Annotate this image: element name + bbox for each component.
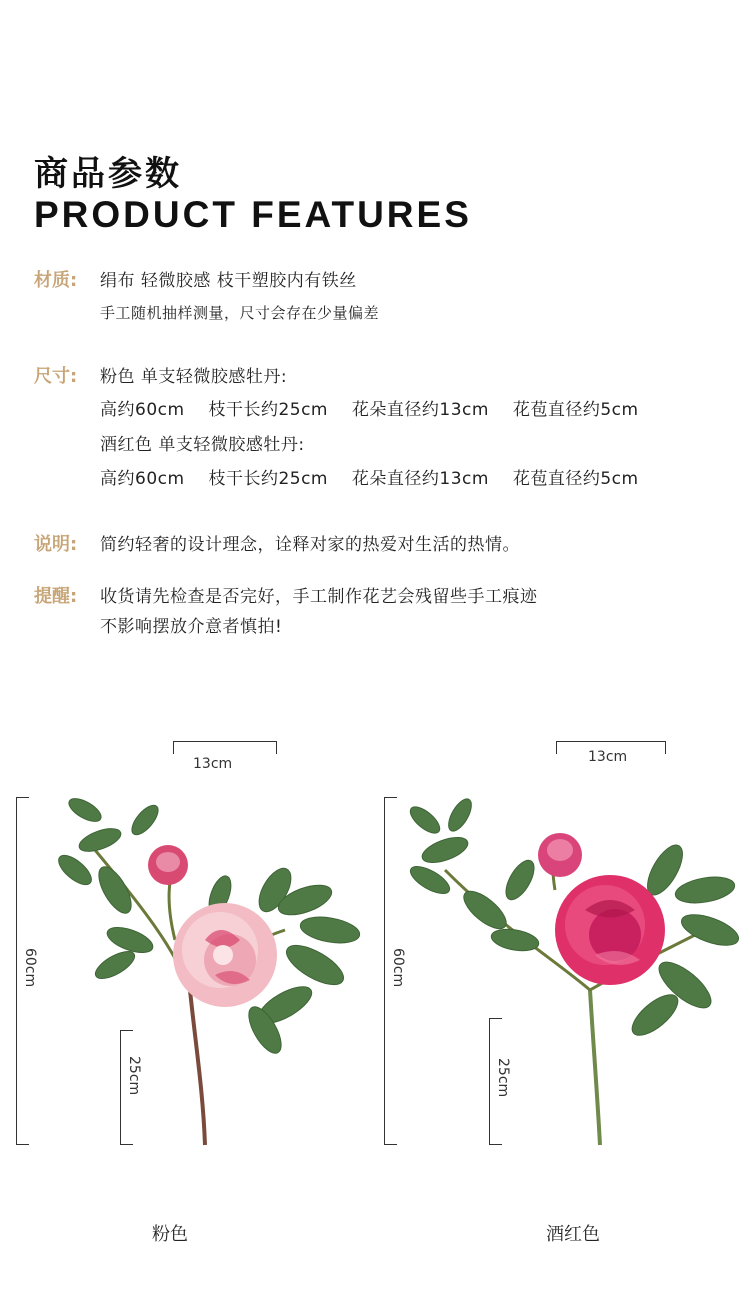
- pink-dim-bud: 花苞直径约5cm: [512, 400, 639, 420]
- pink-title: 粉色 单支轻微胶感牡丹:: [100, 367, 288, 387]
- wine-caption: 酒红色: [546, 1224, 600, 1245]
- pink-caption: 粉色: [152, 1224, 188, 1245]
- reminder-label: 提醒:: [34, 586, 78, 607]
- wine-width-label: 13cm: [588, 749, 628, 765]
- pink-bud: [148, 845, 188, 885]
- page-title-cn: 商品参数: [34, 154, 182, 194]
- wine-dimensions: [100, 464, 657, 489]
- reminder-line-2: 不影响摆放介意者慎拍!: [100, 617, 283, 637]
- wine-peony-image: [405, 790, 745, 1150]
- wine-bud: [538, 833, 582, 877]
- wine-dim-flower: 花朵直径约13cm: [351, 469, 489, 489]
- pink-width-ruler: [173, 741, 277, 754]
- wine-dim-height: 高约60cm: [100, 469, 185, 489]
- size-label: 尺寸:: [34, 366, 78, 387]
- measurement-note: 手工随机抽样测量，尺寸会存在少量偏差: [100, 304, 380, 322]
- wine-bloom: [555, 875, 665, 985]
- wine-stem-label: 25cm: [495, 1058, 511, 1098]
- pink-peony-image: [55, 790, 375, 1150]
- description-label: 说明:: [34, 534, 78, 555]
- pink-bloom: [173, 903, 277, 1007]
- description-text: 简约轻奢的设计理念，诠释对家的热爱对生活的热情。: [100, 535, 520, 555]
- reminder-line-1: 收货请先检查是否完好，手工制作花艺会残留些手工痕迹: [100, 587, 538, 607]
- pink-dim-flower: 花朵直径约13cm: [351, 400, 489, 420]
- pink-stem-label: 25cm: [126, 1056, 142, 1096]
- wine-dim-stem: 枝干长约25cm: [208, 469, 328, 489]
- page-title-en: PRODUCT FEATURES: [34, 194, 472, 235]
- pink-dimensions: [100, 395, 657, 420]
- wine-dim-bud: 花苞直径约5cm: [512, 469, 639, 489]
- wine-height-label: 60cm: [390, 948, 406, 988]
- material-text: 绢布 轻微胶感 枝干塑胶内有铁丝: [100, 271, 357, 291]
- wine-title: 酒红色 单支轻微胶感牡丹:: [100, 435, 305, 455]
- pink-dim-height: 高约60cm: [100, 400, 185, 420]
- pink-height-label: 60cm: [22, 948, 38, 988]
- pink-width-label: 13cm: [193, 756, 233, 772]
- material-label: 材质:: [34, 270, 78, 291]
- pink-dim-stem: 枝干长约25cm: [208, 400, 328, 420]
